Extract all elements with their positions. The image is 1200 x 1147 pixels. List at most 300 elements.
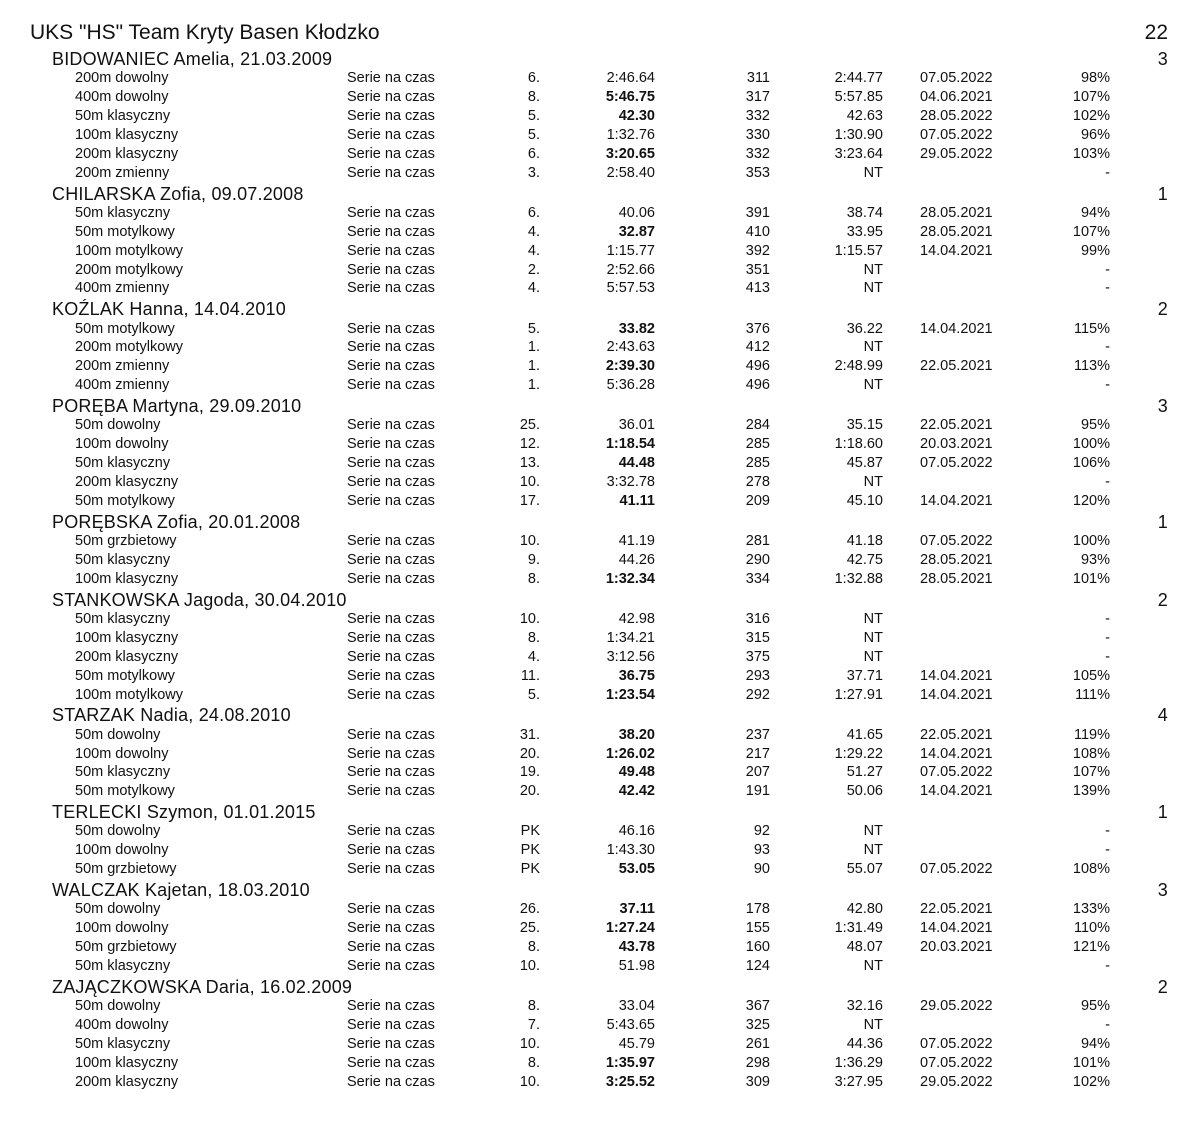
personal-best: NT	[863, 377, 883, 394]
personal-best: 38.74	[846, 204, 883, 221]
personal-best-date: 07.05.2022	[920, 1054, 993, 1071]
round-name: Serie na czas	[347, 89, 435, 106]
personal-best: 33.95	[846, 223, 883, 240]
event-name: 50m klasyczny	[75, 204, 171, 221]
personal-best-date: 14.04.2021	[920, 667, 993, 684]
result-time: 42.30	[618, 108, 655, 124]
event-name: 200m zmienny	[75, 358, 170, 375]
round-name: Serie na czas	[347, 920, 435, 937]
result-row	[0, 532, 1200, 550]
place: 13.	[519, 455, 540, 472]
percentage: 107%	[1072, 764, 1110, 781]
personal-best-date: 29.05.2022	[920, 145, 993, 162]
points: 90	[753, 861, 770, 878]
result-row	[0, 242, 1200, 260]
percentage: -	[1105, 648, 1110, 665]
event-name: 50m dowolny	[75, 417, 161, 434]
percentage: 120%	[1072, 492, 1110, 509]
points: 315	[745, 629, 770, 646]
round-name: Serie na czas	[347, 686, 435, 703]
swimmer-start-count: 4	[1157, 705, 1168, 726]
percentage: 99%	[1080, 242, 1110, 259]
event-name: 200m klasyczny	[75, 648, 179, 665]
points: 412	[745, 339, 770, 356]
result-row	[0, 376, 1200, 394]
personal-best: 2:44.77	[834, 70, 883, 87]
result-time: 5:46.75	[605, 89, 655, 106]
swimmer-start-count: 2	[1157, 299, 1168, 320]
personal-best-date: 07.05.2022	[920, 1035, 993, 1052]
swimmer-name: WALCZAK Kajetan, 18.03.2010	[52, 880, 310, 901]
place: 8.	[527, 939, 540, 956]
points: 207	[745, 764, 770, 781]
percentage: 94%	[1080, 1035, 1110, 1052]
event-name: 50m motylkowy	[75, 320, 175, 337]
event-name: 50m klasyczny	[75, 610, 171, 627]
round-name: Serie na czas	[347, 358, 435, 375]
event-name: 50m dowolny	[75, 726, 161, 743]
personal-best-date: 07.05.2022	[920, 533, 993, 549]
event-name: 100m dowolny	[75, 436, 169, 453]
personal-best: 1:29.22	[834, 745, 883, 762]
round-name: Serie na czas	[347, 436, 435, 453]
swimmer-name: PORĘBSKA Zofia, 20.01.2008	[52, 511, 301, 532]
result-row	[0, 357, 1200, 375]
result-row	[0, 416, 1200, 434]
personal-best-date: 20.03.2021	[920, 436, 993, 453]
points: 410	[745, 223, 770, 240]
result-time: 37.11	[619, 901, 655, 918]
result-time: 2:43.63	[606, 339, 655, 356]
round-name: Serie na czas	[347, 474, 435, 490]
result-time: 1:15.77	[606, 242, 655, 259]
result-row	[0, 164, 1200, 182]
personal-best: 36.22	[846, 320, 883, 337]
event-name: 100m dowolny	[75, 920, 169, 937]
round-name: Serie na czas	[347, 648, 435, 665]
percentage: 108%	[1072, 745, 1110, 762]
personal-best: 1:15.57	[834, 242, 883, 259]
personal-best-date: 14.04.2021	[920, 492, 993, 509]
swimmer-header	[52, 48, 1170, 70]
personal-best-date: 28.05.2022	[920, 108, 993, 124]
round-name: Serie na czas	[347, 533, 435, 549]
event-name: 100m klasyczny	[75, 1054, 179, 1071]
personal-best: 1:36.29	[834, 1054, 883, 1071]
percentage: 111%	[1075, 686, 1110, 703]
personal-best: NT	[863, 648, 883, 665]
points: 298	[745, 1054, 770, 1071]
event-name: 400m zmienny	[75, 377, 170, 394]
swimmer-name: STARZAK Nadia, 24.08.2010	[52, 705, 291, 726]
round-name: Serie na czas	[347, 745, 435, 762]
personal-best: 1:30.90	[834, 126, 883, 143]
personal-best-date: 28.05.2021	[920, 204, 993, 221]
percentage: 110%	[1073, 920, 1110, 937]
round-name: Serie na czas	[347, 455, 435, 472]
club-header	[30, 20, 1170, 46]
personal-best-date: 22.05.2021	[920, 901, 993, 918]
result-row	[0, 726, 1200, 744]
result-row	[0, 919, 1200, 937]
personal-best: 42.63	[846, 108, 883, 124]
points: 285	[745, 436, 770, 453]
personal-best-date: 22.05.2021	[920, 358, 993, 375]
swimmer-header	[52, 589, 1170, 611]
points: 281	[745, 533, 770, 549]
place: 20.	[519, 783, 540, 800]
points: 237	[745, 726, 770, 743]
place: 5.	[527, 686, 540, 703]
result-row	[0, 223, 1200, 241]
result-time: 1:26.02	[605, 745, 655, 762]
result-time: 3:25.52	[605, 1073, 655, 1090]
personal-best-date: 07.05.2022	[920, 764, 993, 781]
points: 160	[745, 939, 770, 956]
round-name: Serie na czas	[347, 861, 435, 878]
personal-best: 3:27.95	[834, 1073, 883, 1090]
percentage: 94%	[1080, 204, 1110, 221]
points: 209	[745, 492, 770, 509]
result-row	[0, 938, 1200, 956]
event-name: 50m grzbietowy	[75, 939, 177, 956]
result-row	[0, 204, 1200, 222]
percentage: 107%	[1072, 223, 1110, 240]
event-name: 50m motylkowy	[75, 223, 175, 240]
personal-best-date: 07.05.2022	[920, 455, 993, 472]
event-name: 50m motylkowy	[75, 492, 175, 509]
percentage: -	[1105, 629, 1110, 646]
percentage: -	[1105, 261, 1110, 278]
result-time: 42.42	[618, 783, 655, 800]
personal-best: 41.18	[846, 533, 883, 549]
place: 8.	[527, 570, 540, 587]
round-name: Serie na czas	[347, 261, 435, 278]
result-time: 33.82	[618, 320, 655, 337]
result-row	[0, 610, 1200, 628]
points: 496	[745, 358, 770, 375]
personal-best: 55.07	[846, 861, 883, 878]
points: 124	[745, 958, 770, 974]
place: PK	[520, 842, 540, 859]
swimmer-name: KOŹLAK Hanna, 14.04.2010	[52, 299, 286, 320]
place: 10.	[519, 1073, 540, 1090]
place: 6.	[527, 145, 540, 162]
event-name: 50m motylkowy	[75, 667, 175, 684]
percentage: -	[1105, 280, 1110, 297]
event-name: 50m klasyczny	[75, 551, 171, 568]
result-time: 44.26	[618, 551, 655, 568]
result-time: 2:52.66	[606, 261, 655, 278]
swimmer-start-count: 3	[1157, 396, 1168, 417]
points: 334	[745, 570, 770, 587]
personal-best: 1:32.88	[834, 570, 883, 587]
place: 4.	[527, 280, 540, 297]
swimmer-header	[52, 879, 1170, 901]
percentage: 95%	[1080, 417, 1110, 434]
percentage: 98%	[1080, 70, 1110, 87]
result-time: 46.16	[618, 823, 655, 840]
result-time: 41.19	[618, 533, 655, 549]
personal-best: 3:23.64	[834, 145, 883, 162]
event-name: 50m klasyczny	[75, 1035, 171, 1052]
event-name: 50m dowolny	[75, 901, 161, 918]
event-name: 50m dowolny	[75, 823, 161, 840]
result-row	[0, 320, 1200, 338]
percentage: 103%	[1072, 145, 1110, 162]
place: 1.	[527, 358, 540, 375]
place: 10.	[519, 610, 540, 627]
personal-best-date: 14.04.2021	[920, 783, 993, 800]
points: 376	[745, 320, 770, 337]
personal-best-date: 28.05.2021	[920, 551, 993, 568]
place: 1.	[527, 339, 540, 356]
round-name: Serie na czas	[347, 492, 435, 509]
place: 4.	[527, 223, 540, 240]
personal-best: NT	[863, 164, 883, 181]
percentage: -	[1105, 474, 1110, 490]
result-row	[0, 492, 1200, 510]
percentage: 133%	[1072, 901, 1110, 918]
result-time: 36.01	[618, 417, 655, 434]
result-row	[0, 107, 1200, 125]
personal-best-date: 07.05.2022	[920, 70, 993, 87]
place: PK	[520, 823, 540, 840]
points: 332	[745, 145, 770, 162]
place: 1.	[527, 377, 540, 394]
event-name: 400m zmienny	[75, 280, 170, 297]
result-time: 53.05	[618, 861, 655, 878]
percentage: 107%	[1072, 89, 1110, 106]
result-row	[0, 1035, 1200, 1053]
personal-best: 5:57.85	[834, 89, 883, 106]
personal-best: 1:31.49	[834, 920, 883, 937]
personal-best-date: 14.04.2021	[920, 242, 993, 259]
place: 4.	[527, 648, 540, 665]
round-name: Serie na czas	[347, 280, 435, 297]
personal-best: NT	[863, 842, 883, 859]
result-time: 3:20.65	[605, 145, 655, 162]
result-time: 1:32.76	[606, 126, 655, 143]
swimmer-header	[52, 704, 1170, 726]
swimmer-start-count: 1	[1157, 511, 1168, 532]
place: 5.	[527, 320, 540, 337]
swimmer-header	[52, 298, 1170, 320]
percentage: -	[1105, 377, 1110, 394]
personal-best-date: 28.05.2021	[920, 223, 993, 240]
round-name: Serie na czas	[347, 901, 435, 918]
round-name: Serie na czas	[347, 339, 435, 356]
event-name: 50m klasyczny	[75, 958, 171, 974]
result-row	[0, 69, 1200, 87]
event-name: 50m klasyczny	[75, 108, 171, 124]
swimmer-start-count: 2	[1157, 589, 1168, 610]
personal-best-date: 22.05.2021	[920, 417, 993, 434]
personal-best-date: 14.04.2021	[920, 920, 993, 937]
club-name: UKS "HS" Team Kryty Basen Kłodzko	[30, 21, 380, 44]
swimmer-header	[52, 801, 1170, 823]
result-time: 1:23.54	[605, 686, 655, 703]
swimmer-name: TERLECKI Szymon, 01.01.2015	[52, 802, 316, 823]
personal-best: 35.15	[846, 417, 883, 434]
place: 4.	[527, 242, 540, 259]
result-time: 5:36.28	[606, 377, 655, 394]
round-name: Serie na czas	[347, 610, 435, 627]
result-time: 40.06	[618, 204, 655, 221]
percentage: 139%	[1072, 783, 1110, 800]
round-name: Serie na czas	[347, 417, 435, 434]
place: 7.	[527, 1017, 540, 1033]
event-name: 200m klasyczny	[75, 474, 179, 490]
place: 31.	[519, 726, 540, 743]
result-row	[0, 667, 1200, 685]
percentage: 106%	[1072, 455, 1110, 472]
personal-best: NT	[863, 629, 883, 646]
points: 351	[745, 261, 770, 278]
percentage: 113%	[1073, 358, 1110, 375]
personal-best: 48.07	[846, 939, 883, 956]
event-name: 100m klasyczny	[75, 629, 179, 646]
round-name: Serie na czas	[347, 823, 435, 840]
swimmer-name: CHILARSKA Zofia, 09.07.2008	[52, 183, 304, 204]
event-name: 100m motylkowy	[75, 242, 183, 259]
event-name: 50m klasyczny	[75, 764, 171, 781]
points: 496	[745, 377, 770, 394]
personal-best: 50.06	[846, 783, 883, 800]
swimmer-header	[52, 395, 1170, 417]
result-time: 36.75	[618, 667, 655, 684]
percentage: -	[1105, 823, 1110, 840]
result-row	[0, 279, 1200, 297]
result-time: 1:34.21	[606, 629, 655, 646]
points: 325	[745, 1017, 770, 1033]
personal-best-date: 22.05.2021	[920, 726, 993, 743]
round-name: Serie na czas	[347, 783, 435, 800]
percentage: 115%	[1073, 320, 1110, 337]
points: 413	[745, 280, 770, 297]
personal-best: 45.10	[846, 492, 883, 509]
points: 92	[753, 823, 770, 840]
round-name: Serie na czas	[347, 570, 435, 587]
event-name: 200m motylkowy	[75, 261, 183, 278]
round-name: Serie na czas	[347, 726, 435, 743]
swimmer-start-count: 3	[1157, 880, 1168, 901]
points: 261	[745, 1035, 770, 1052]
place: 8.	[527, 89, 540, 106]
place: 2.	[527, 261, 540, 278]
result-time: 1:35.97	[605, 1054, 655, 1071]
personal-best-date: 29.05.2022	[920, 998, 993, 1015]
result-time: 38.20	[618, 726, 655, 743]
event-name: 100m klasyczny	[75, 570, 179, 587]
percentage: 100%	[1072, 436, 1110, 453]
round-name: Serie na czas	[347, 551, 435, 568]
points: 191	[745, 783, 770, 800]
result-time: 49.48	[618, 764, 655, 781]
personal-best-date: 07.05.2022	[920, 126, 993, 143]
result-time: 51.98	[618, 958, 655, 974]
percentage: 105%	[1072, 667, 1110, 684]
place: 25.	[519, 417, 540, 434]
result-time: 2:39.30	[605, 358, 655, 375]
personal-best-date: 14.04.2021	[920, 686, 993, 703]
percentage: -	[1105, 164, 1110, 181]
result-time: 1:43.30	[606, 842, 655, 859]
swimmer-header	[52, 976, 1170, 998]
percentage: -	[1105, 610, 1110, 627]
place: 26.	[519, 901, 540, 918]
round-name: Serie na czas	[347, 126, 435, 143]
round-name: Serie na czas	[347, 958, 435, 974]
event-name: 50m dowolny	[75, 998, 161, 1015]
personal-best: 42.75	[846, 551, 883, 568]
place: 9.	[527, 551, 540, 568]
round-name: Serie na czas	[347, 145, 435, 162]
swimmer-name: BIDOWANIEC Amelia, 21.03.2009	[52, 49, 333, 69]
result-time: 1:27.24	[605, 920, 655, 937]
personal-best: 2:48.99	[834, 358, 883, 375]
points: 330	[745, 126, 770, 143]
place: 10.	[519, 1035, 540, 1052]
points: 375	[745, 648, 770, 665]
percentage: 102%	[1072, 1073, 1110, 1090]
event-name: 400m dowolny	[75, 1017, 169, 1033]
result-row	[0, 745, 1200, 763]
percentage: 121%	[1072, 939, 1110, 956]
round-name: Serie na czas	[347, 1035, 435, 1052]
percentage: 119%	[1073, 726, 1110, 743]
round-name: Serie na czas	[347, 108, 435, 124]
place: PK	[520, 861, 540, 878]
percentage: 96%	[1080, 126, 1110, 143]
place: 3.	[527, 164, 540, 181]
points: 292	[745, 686, 770, 703]
personal-best: 37.71	[846, 667, 883, 684]
points: 332	[745, 108, 770, 124]
event-name: 100m dowolny	[75, 745, 169, 762]
points: 217	[745, 745, 770, 762]
personal-best: 1:27.91	[834, 686, 883, 703]
points: 178	[745, 901, 770, 918]
points: 285	[745, 455, 770, 472]
result-row	[0, 997, 1200, 1015]
event-name: 200m dowolny	[75, 70, 169, 87]
percentage: -	[1105, 339, 1110, 356]
result-row	[0, 957, 1200, 975]
round-name: Serie na czas	[347, 320, 435, 337]
result-row	[0, 629, 1200, 647]
result-time: 2:58.40	[606, 164, 655, 181]
result-row	[0, 1016, 1200, 1034]
place: 12.	[519, 436, 540, 453]
swimmer-start-count: 2	[1157, 976, 1168, 997]
result-row	[0, 435, 1200, 453]
result-time: 33.04	[618, 998, 655, 1015]
round-name: Serie na czas	[347, 70, 435, 87]
event-name: 50m grzbietowy	[75, 861, 177, 878]
round-name: Serie na czas	[347, 939, 435, 956]
personal-best: 42.80	[846, 901, 883, 918]
result-time: 42.98	[618, 610, 655, 627]
result-row	[0, 1073, 1200, 1091]
personal-best-date: 20.03.2021	[920, 939, 993, 956]
place: 8.	[527, 998, 540, 1015]
swimmer-name: ZAJĄCZKOWSKA Daria, 16.02.2009	[52, 976, 353, 997]
round-name: Serie na czas	[347, 1054, 435, 1071]
result-row	[0, 841, 1200, 859]
personal-best: NT	[863, 474, 883, 490]
personal-best-date: 14.04.2021	[920, 320, 993, 337]
